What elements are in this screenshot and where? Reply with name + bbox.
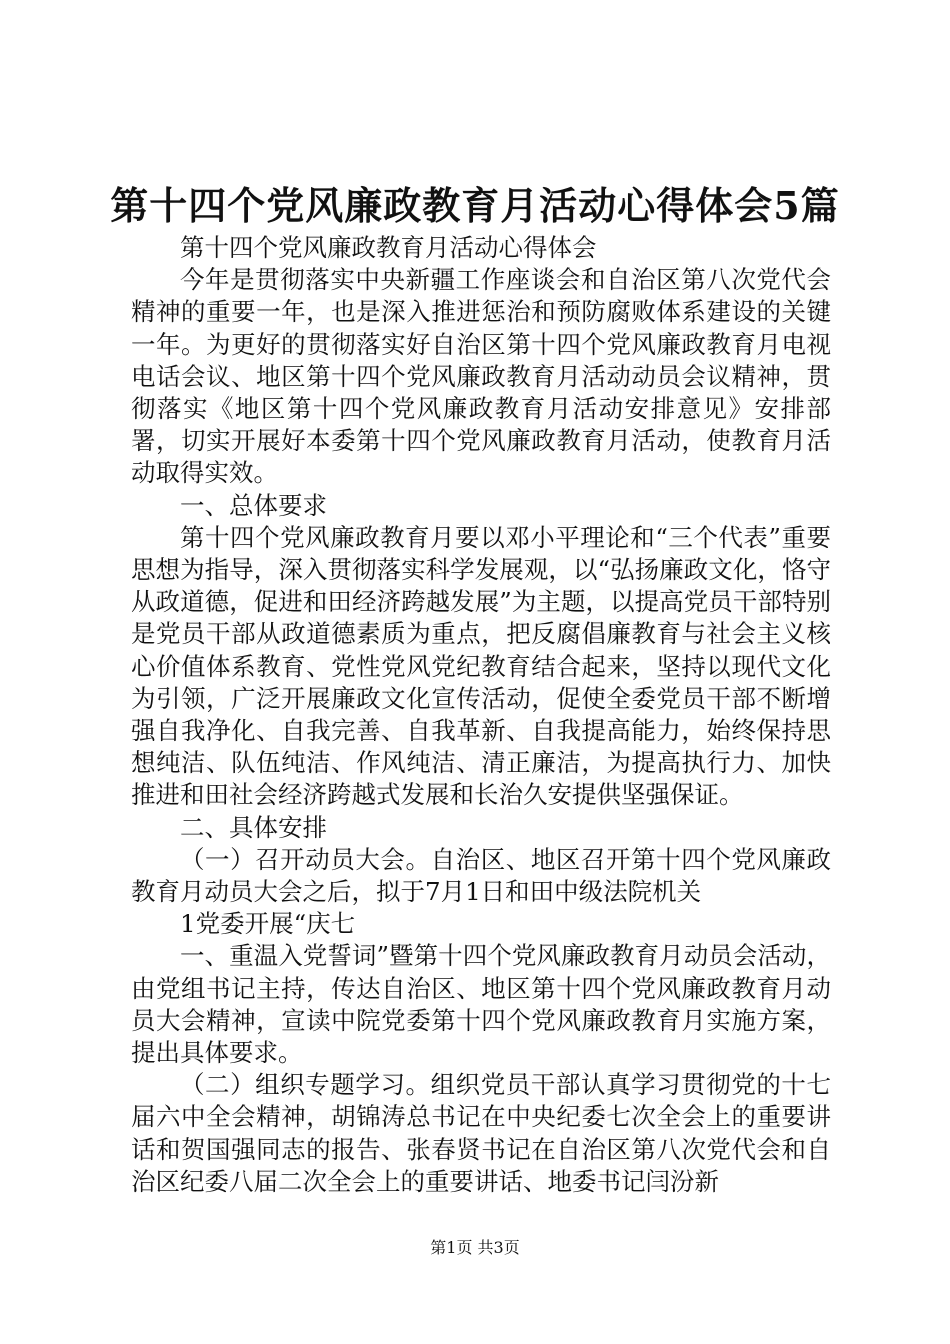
paragraph-subtitle: 第十四个党风廉政教育月活动心得体会	[180, 233, 597, 262]
page-footer: 第1页 共3页	[430, 1238, 520, 1257]
section-heading-general-requirements: 一、总体要求	[180, 490, 327, 520]
paragraph-special-study: （二）组织专题学习。组织党员干部认真学习贯彻党的十七届六中全会精神，胡锦涛总书记在中央纪委七次全会上的重要讲话和贺国强同志的报告、张春贤书记在自治区第八次党代会和自治区纪委八届二次全会上的重要讲话、地委书记闫汾新	[131, 1070, 831, 1196]
paragraph-intro: 今年是贯彻落实中央新疆工作座谈会和自治区第八次党代会精神的重要一年，也是深入推进惩治和预防腐败体系建设的关键一年。为更好的贯彻落实好自治区第十四个党风廉政教育月电视电话会议、地区第十四个党风廉政教育月活动动员会议精神，贯彻落实《地区第十四个党风廉政教育月活动安排意见》安排部署，切实开展好本委第十四个党风廉政教育月活动，使教育月活动取得实效。	[131, 265, 831, 488]
paragraph-mobilization-meeting: （一）召开动员大会。自治区、地区召开第十四个党风廉政教育月动员大会之后，拟于7月1日和田中级法院机关	[131, 844, 831, 907]
section-heading-specific-arrangements: 二、具体安排	[180, 812, 327, 842]
document-body	[131, 232, 831, 1198]
paragraph-oath-activity: 一、重温入党誓词”暨第十四个党风廉政教育月动员会活动，由党组书记主持，传达自治区、地区第十四个党风廉政教育月动员大会精神，宣读中院党委第十四个党风廉政教育月实施方案，提出具体要求。	[131, 941, 831, 1068]
paragraph-general-requirements: 第十四个党风廉政教育月要以邓小平理论和“三个代表”重要思想为指导，深入贯彻落实科学发展观，以“弘扬廉政文化，恪守从政道德，促进和田经济跨越发展”为主题，以提高党员干部特别是党员干部从政道德素质为重点，把反腐倡廉教育与社会主义核心价值体系教育、党性党风党纪教育结合起来，坚持以现代文化为引领，广泛开展廉政文化宣传活动，促使全委党员干部不断增强自我净化、自我完善、自我革新、自我提高能力，始终保持思想纯洁、队伍纯洁、作风纯洁、清正廉洁，为提高执行力、加快推进和田社会经济跨越式发展和长治久安提供坚强保证。	[131, 522, 831, 810]
document-title: 第十四个党风廉政教育月活动心得体会5篇	[110, 183, 840, 228]
paragraph-fragment: 1党委开展“庆七	[180, 909, 356, 939]
